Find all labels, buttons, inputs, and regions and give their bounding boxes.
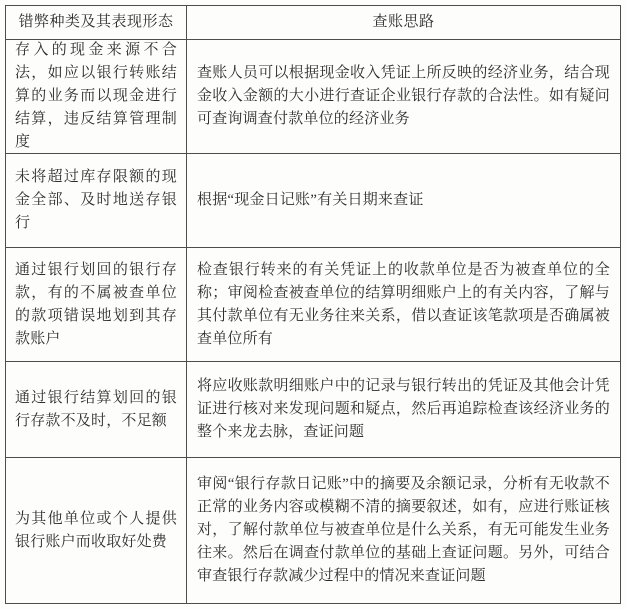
table-row	[6, 39, 620, 153]
header-label-audit-approach: 查账思路	[372, 14, 435, 30]
cell-fraud-type	[6, 154, 187, 247]
cell-fraud-type	[6, 248, 187, 361]
audit-approach-text: 审阅“银行存款日记账”中的摘要及余额记录，分析有无收款不正常的业务内容或模糊不清的摘要叙述，如有，应进行账证核对，了解付款单位与被查单位是什么关系，有无可能发生业务往来。然后在调查付款单位的基础上查证问题。另外，可结合审查银行存款减少过程中的情况来查证问题	[197, 476, 610, 584]
table-row	[6, 457, 620, 603]
header-label-fraud-type: 错弊种类及其表现形态	[18, 14, 174, 30]
audit-approach-text: 根据“现金日记账”有关日期来查证	[197, 192, 424, 208]
header-cell-audit-approach	[187, 6, 620, 39]
cell-fraud-type	[6, 458, 187, 603]
cell-audit-approach	[187, 362, 620, 457]
fraud-type-text: 未将超过库存限额的现金全部、及时地送存银行	[15, 169, 177, 231]
table-header-row	[6, 6, 620, 39]
table-row	[6, 361, 620, 457]
fraud-type-text: 为其他单位或个人提供银行账户而收取好处费	[15, 510, 177, 550]
audit-approach-text: 检查银行转来的有关凭证上的收款单位是否为被查单位的全称；审阅检查被查单位的结算明细账户上的有关内容，了解与其付款单位有无业务往来关系，借以查证该笔款项是否确属被查单位所有	[197, 261, 610, 347]
audit-table	[5, 5, 621, 604]
audit-approach-text: 查账人员可以根据现金收入凭证上所反映的经济业务，结合现金收入金额的大小进行查证企业银行存款的合法性。如有疑问可查询调查付款单位的经济业务	[197, 65, 610, 127]
cell-audit-approach	[187, 154, 620, 247]
fraud-type-text: 通过银行划回的银行存款，有的不属被查单位的款项错误地划到其存款账户	[15, 261, 177, 347]
cell-audit-approach	[187, 248, 620, 361]
cell-audit-approach	[187, 458, 620, 603]
cell-fraud-type	[6, 362, 187, 457]
audit-approach-text: 将应收账款明细账户中的记录与银行转出的凭证及其他会计凭证进行核对来发现问题和疑点，然后再追踪检查该经济业务的整个来龙去脉，查证问题	[197, 378, 610, 440]
fraud-type-text: 存入的现金来源不合法，如应以银行转账结算的业务而以现金进行结算，违反结算管理制度	[15, 42, 177, 150]
table-row	[6, 247, 620, 361]
table-row	[6, 153, 620, 247]
header-cell-fraud-type	[6, 6, 187, 39]
fraud-type-text: 通过银行结算划回的银行存款不及时，不足额	[15, 389, 177, 429]
cell-fraud-type	[6, 40, 187, 153]
cell-audit-approach	[187, 40, 620, 153]
